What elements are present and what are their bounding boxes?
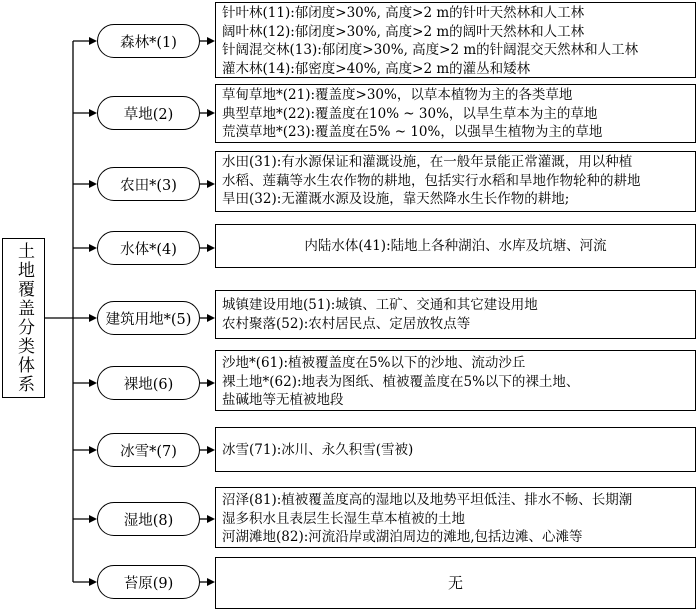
description-line: 河湖滩地(82):河流沿岸或湖泊周边的滩地,包括边滩、心滩等 bbox=[222, 529, 583, 545]
description-line: 无 bbox=[447, 573, 463, 592]
category-label: 草地(2) bbox=[123, 106, 174, 123]
category-ice-snow bbox=[97, 433, 200, 467]
category-farmland bbox=[97, 167, 200, 201]
branch-arrowhead bbox=[89, 37, 97, 45]
description-line: 典型草地*(22):覆盖度在10% ~ 30%，以旱生草本为主的草地 bbox=[222, 105, 598, 122]
category-water bbox=[97, 231, 200, 265]
description-tundra bbox=[215, 557, 696, 609]
description-ice-snow bbox=[215, 427, 696, 472]
category-label: 水体*(4) bbox=[120, 241, 177, 258]
description-line: 盐碱地等无植被地段 bbox=[222, 392, 344, 408]
detail-arrowhead bbox=[207, 37, 215, 45]
description-line: 荒漠草地*(23):覆盖度在5% ~ 10%，以强旱生植物为主的草地 bbox=[222, 124, 603, 140]
branch-arrowhead bbox=[89, 314, 97, 322]
branch-arrowhead bbox=[89, 446, 97, 454]
description-line: 针阔混交林(13):郁闭度>30%, 高度>2 m的针阔混交天然林和人工林 bbox=[222, 42, 639, 58]
description-line: 水稻、莲藕等水生农作物的耕地，包括实行水稻和旱地作物轮种的耕地 bbox=[222, 172, 641, 189]
branch-arrowhead bbox=[89, 180, 97, 188]
detail-arrowhead bbox=[207, 578, 215, 586]
description-bare-land bbox=[215, 350, 696, 411]
branch-arrowhead bbox=[89, 515, 97, 523]
category-label: 苔原(9) bbox=[123, 575, 174, 592]
root-label: 土地覆盖分类体系 bbox=[14, 242, 34, 394]
description-line: 水田(31):有水源保证和灌溉设施，在一般年景能正常灌溉，用以种植 bbox=[222, 154, 633, 170]
description-line: 农村聚落(52):农村居民点、定居放牧点等 bbox=[222, 315, 471, 332]
description-grassland bbox=[215, 84, 696, 143]
branch-arrowhead bbox=[89, 379, 97, 387]
root-node bbox=[2, 238, 45, 398]
category-tundra bbox=[97, 565, 200, 599]
category-label: 裸地(6) bbox=[123, 376, 174, 393]
detail-arrowhead bbox=[207, 109, 215, 117]
branch-arrowhead bbox=[89, 578, 97, 586]
branch-arrowhead bbox=[89, 109, 97, 117]
description-line: 内陆水体(41):陆地上各种湖泊、水库及坑塘、河流 bbox=[304, 237, 607, 254]
category-bare-land bbox=[97, 366, 200, 400]
description-line: 沙地*(61):植被覆盖度在5%以下的沙地、流动沙丘 bbox=[222, 355, 526, 371]
detail-arrowhead bbox=[207, 314, 215, 322]
description-farmland bbox=[215, 151, 696, 212]
description-line: 湿多积水且表层生长湿生草本植被的土地 bbox=[222, 510, 465, 527]
category-label: 建筑用地*(5) bbox=[105, 311, 192, 328]
description-wetland bbox=[215, 487, 696, 548]
description-line: 针叶林(11):郁闭度>30%, 高度>2 m的针叶天然林和人工林 bbox=[222, 5, 585, 21]
branch-arrowhead bbox=[89, 244, 97, 252]
category-label: 农田*(3) bbox=[120, 177, 177, 194]
detail-arrowhead bbox=[207, 180, 215, 188]
description-line: 冰雪(71):冰川、永久积雪(雪被) bbox=[222, 441, 414, 458]
detail-arrowhead bbox=[207, 446, 215, 454]
description-water bbox=[215, 224, 696, 268]
category-label: 冰雪*(7) bbox=[120, 443, 177, 460]
category-grassland bbox=[97, 96, 200, 130]
description-line: 城镇建设用地(51):城镇、工矿、交通和其它建设用地 bbox=[222, 297, 538, 313]
category-label: 湿地(8) bbox=[123, 512, 174, 529]
description-line: 旱田(32):无灌溉水源及设施，靠天然降水生长作物的耕地; bbox=[222, 191, 570, 207]
description-line: 灌木林(14):郁密度>40%, 高度>2 m的灌丛和矮林 bbox=[222, 60, 531, 77]
description-line: 沼泽(81):植被覆盖度高的湿地以及地势平坦低洼、排水不畅、长期潮 bbox=[222, 492, 633, 508]
category-label: 森林*(1) bbox=[120, 34, 177, 51]
description-construction bbox=[215, 290, 696, 339]
category-wetland bbox=[97, 502, 200, 536]
description-line: 裸土地*(62):地表为图纸、植被覆盖度在5%以下的裸土地、 bbox=[222, 373, 580, 390]
detail-arrowhead bbox=[207, 515, 215, 523]
description-line: 草甸草地*(21):覆盖度>30%，以草本植物为主的各类草地 bbox=[222, 87, 573, 103]
description-forest bbox=[215, 2, 696, 78]
detail-arrowhead bbox=[207, 244, 215, 252]
category-construction bbox=[97, 301, 200, 335]
description-line: 阔叶林(12):郁闭度>30%, 高度>2 m的阔叶天然林和人工林 bbox=[222, 23, 585, 40]
detail-arrowhead bbox=[207, 379, 215, 387]
category-forest bbox=[97, 24, 200, 58]
